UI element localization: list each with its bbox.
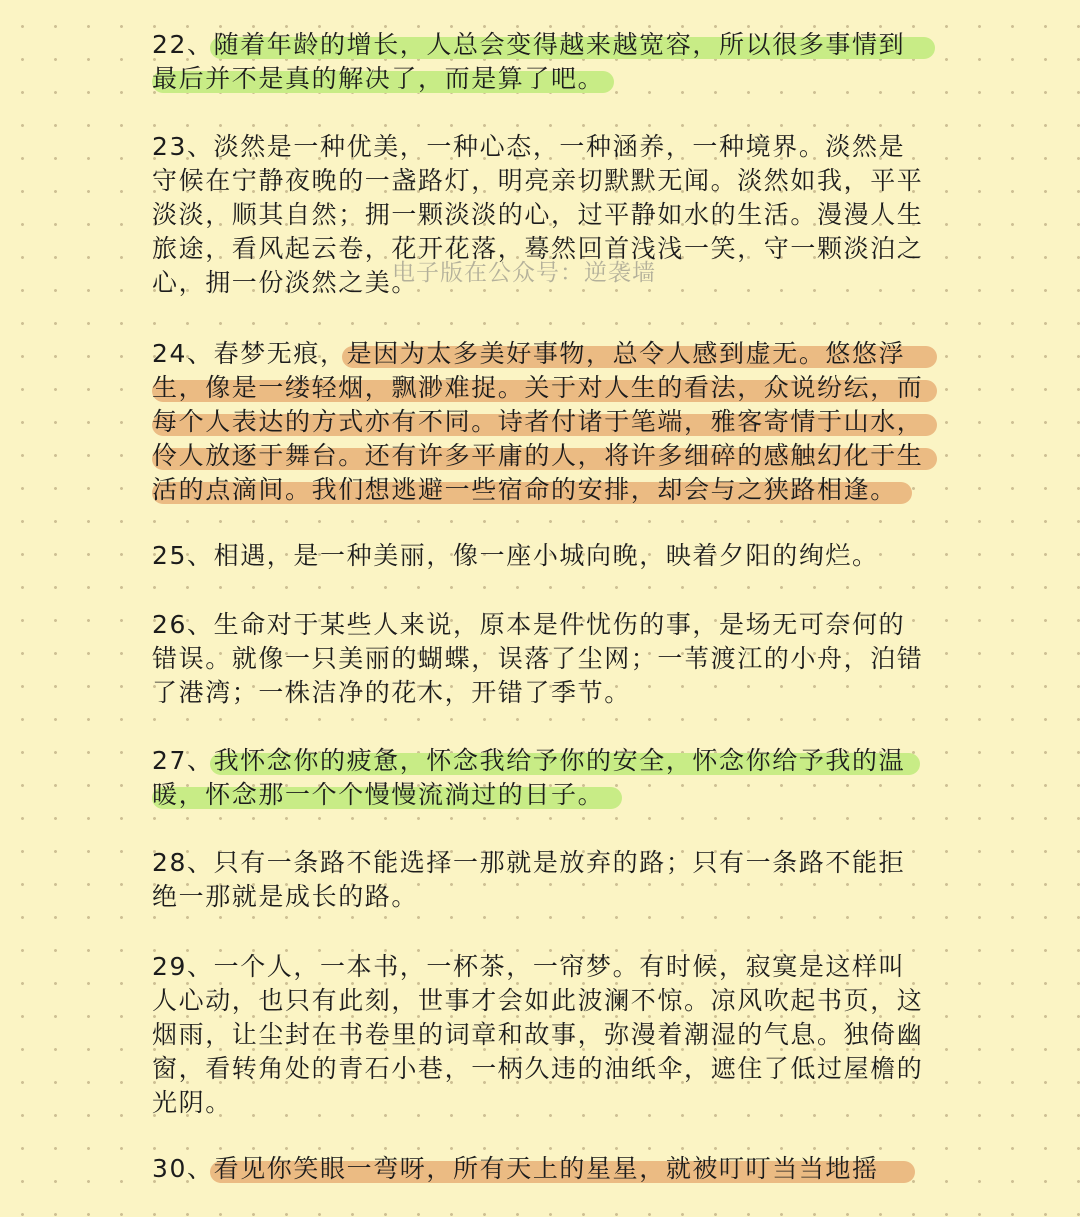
entry-24 bbox=[152, 337, 952, 507]
entry-23 bbox=[152, 130, 952, 300]
entry-line: 守候在宁静夜晚的一盏路灯，明亮亲切默默无闻。淡然如我，平平 bbox=[152, 166, 924, 195]
entry-line: 活的点滴间。我们想逃避一些宿命的安排，却会与之狭路相逢。 bbox=[152, 473, 952, 507]
entry-line: 绝一那就是成长的路。 bbox=[152, 882, 419, 911]
entry-line: 24、春梦无痕，是因为太多美好事物，总令人感到虚无。悠悠浮 bbox=[152, 337, 952, 371]
entry-30 bbox=[152, 1152, 952, 1186]
entry-line: 淡淡，顺其自然；拥一颗淡淡的心，过平静如水的生活。漫漫人生 bbox=[152, 200, 924, 229]
entry-29 bbox=[152, 950, 952, 1120]
entry-line: 25、相遇，是一种美丽，像一座小城向晚，映着夕阳的绚烂。 bbox=[152, 541, 879, 570]
entry-line: 23、淡然是一种优美，一种心态，一种涵养，一种境界。淡然是 bbox=[152, 132, 906, 161]
entry-22 bbox=[152, 28, 952, 96]
entry-line: 暖，怀念那一个个慢慢流淌过的日子。 bbox=[152, 778, 952, 812]
entry-line: 窗，看转角处的青石小巷，一柄久违的油纸伞，遮住了低过屋檐的 bbox=[152, 1054, 924, 1083]
entry-line: 每个人表达的方式亦有不同。诗者付诸于笔端，雅客寄情于山水， bbox=[152, 405, 952, 439]
entry-line: 烟雨，让尘封在书卷里的词章和故事，弥漫着潮湿的气息。独倚幽 bbox=[152, 1020, 924, 1049]
watermark: 电子版在公众号：逆袭墙 bbox=[392, 260, 656, 286]
entry-line: 28、只有一条路不能选择一那就是放弃的路；只有一条路不能拒 bbox=[152, 848, 906, 877]
entry-line: 30、看见你笑眼一弯呀，所有天上的星星，就被叮叮当当地摇 bbox=[152, 1152, 952, 1186]
entry-line: 22、随着年龄的增长，人总会变得越来越宽容，所以很多事情到 bbox=[152, 28, 952, 62]
entry-line: 旅途，看风起云卷，花开花落，蓦然回首浅浅一笑，守一颗淡泊之 bbox=[152, 234, 924, 263]
entry-line: 错误。就像一只美丽的蝴蝶，误落了尘网；一苇渡江的小舟，泊错 bbox=[152, 644, 924, 673]
entry-27 bbox=[152, 744, 952, 812]
entry-line: 人心动，也只有此刻，世事才会如此波澜不惊。凉风吹起书页，这 bbox=[152, 986, 924, 1015]
entry-line: 心，拥一份淡然之美。 bbox=[152, 268, 419, 297]
entry-line: 生，像是一缕轻烟，飘渺难捉。关于对人生的看法，众说纷纭，而 bbox=[152, 371, 952, 405]
entry-line: 27、我怀念你的疲惫，怀念我给予你的安全，怀念你给予我的温 bbox=[152, 744, 952, 778]
entry-28 bbox=[152, 846, 952, 914]
entry-line: 29、一个人，一本书，一杯茶，一帘梦。有时候，寂寞是这样叫 bbox=[152, 952, 906, 981]
entry-line: 最后并不是真的解决了，而是算了吧。 bbox=[152, 62, 952, 96]
entry-26 bbox=[152, 608, 952, 710]
entry-line: 光阴。 bbox=[152, 1088, 232, 1117]
entry-line: 26、生命对于某些人来说，原本是件忧伤的事，是场无可奈何的 bbox=[152, 610, 906, 639]
entry-25 bbox=[152, 539, 952, 573]
entry-line: 了港湾；一株洁净的花木，开错了季节。 bbox=[152, 678, 631, 707]
entry-line: 伶人放逐于舞台。还有许多平庸的人，将许多细碎的感触幻化于生 bbox=[152, 439, 952, 473]
